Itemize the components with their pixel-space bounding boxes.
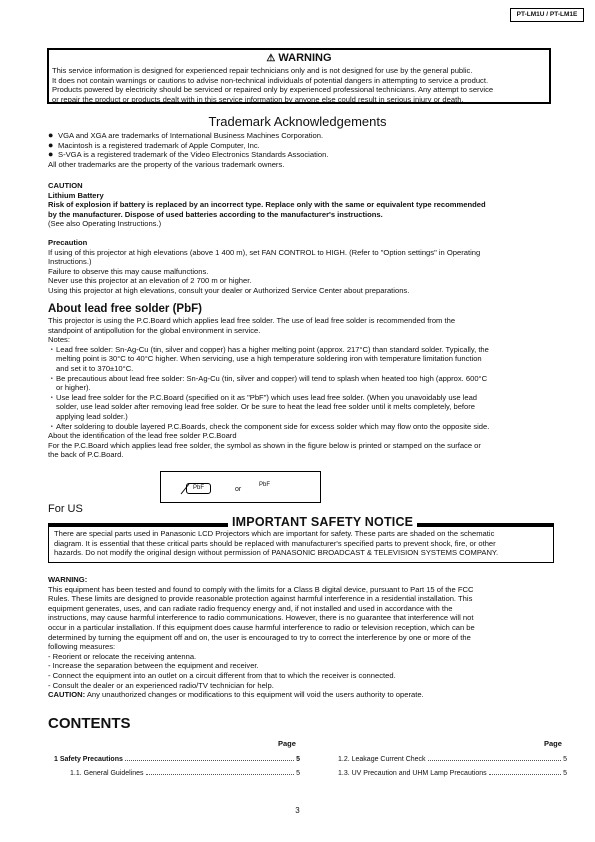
fcc-title: WARNING: [48,575,88,584]
warning-line: Products powered by electricity should be serviced or repaired only by experienced professional technicians. Any attempt to service [52,85,494,95]
safety-notice-line: diagram. It is essential that these critical parts should be replaced with manufacturer's specified parts to prevent shock, fire, or other [54,538,496,548]
identification-line: the back of P.C.Board. [48,450,124,460]
fcc-line: determined by turning the equipment off and on, the user is encouraged to try to correct the interference by one or more of the [48,632,471,642]
precaution-line: If using of this projector at high elevations (above 1 400 m), set FAN CONTROL to HIGH. (Refer to "Option settings" in Operating [48,247,481,257]
fcc-line: occur in a particular installation. If this equipment does cause harmful interference to radio or television reception, which can be [48,622,475,632]
precaution-title: Precaution [48,238,88,247]
fcc-line: - Reorient or relocate the receiving antenna. [48,651,197,661]
caution-title: CAUTION [48,181,83,190]
warning-heading [52,51,546,66]
warning-line: This service information is designed for experienced repair technicians only and is not designed for use by the general public. [52,66,473,75]
precaution-section [48,238,554,296]
caution-text: Risk of explosion if battery is replaced by an incorrect type. Replace only with the same or equivalent type recommended [48,200,486,210]
for-us-heading: For US [48,503,83,515]
safety-notice-line: hazards. Do not modify the original design without permission of PANASONIC BROADCAST & TELEVISION SYSTEMS COMPANY. [54,548,499,558]
warning-box [47,48,551,104]
pbf-or: or [235,486,242,493]
lead-free-title: About lead free solder (PbF) [48,303,202,315]
caution-section [48,181,554,229]
toc-entry[interactable]: 1 Safety Precautions 5 [54,756,300,763]
bullet-icon: ● [48,149,54,160]
fcc-section [48,575,554,700]
identification-line: For the P.C.Board which applies lead free solder, the symbol as shown in the figure below is printed or stamped on the surface or [48,440,481,450]
fcc-caution-label: CAUTION: [48,690,86,700]
precaution-line: Instructions.) [48,257,92,267]
model-label: PT-LM1U / PT-LM1E [510,8,584,22]
pbf-symbol-b: PbF [259,482,271,488]
caution-text: by the manufacturer. Dispose of used batteries according to the manufacturer's instructions. [48,209,383,219]
identification-line: About the identification of the lead free solder P.C.Board [48,431,237,441]
fcc-line: Rules. These limits are designed to provide reasonable protection against harmful interference in a residential installation. This [48,594,473,604]
safety-notice-line: There are special parts used in Panasonic LCD Projectors which are important for safety. These parts are shaded on the schematic [54,529,495,538]
precaution-line: Failure to observe this may cause malfunctions. [48,266,209,276]
trademark-section [48,131,554,169]
trademark-item: VGA and XGA are trademarks of International Business Machines Corporation. [58,131,324,140]
fcc-line: This equipment has been tested and found to comply with the limits for a Class B digital device, pursuant to Part 15 of the FCC [48,584,474,594]
fcc-line: instructions, may cause harmful interference to radio communications. However, there is no guarantee that interference will not [48,613,474,623]
caution-see: (See also Operating Instructions.) [48,219,162,229]
page-number: 3 [295,806,300,815]
page-column-label: Page [544,739,562,748]
fcc-line: following measures: [48,642,116,652]
fcc-line: equipment generates, uses, and can radiate radio frequency energy and, if not installed and used in accordance with the [48,603,453,613]
lead-free-intro: This projector is using the P.C.Board which applies lead free solder. The use of lead free solder is recommended from the [48,316,456,325]
note-item: ・ Be precautious about lead free solder: Sn-Ag-Cu (tin, silver and copper) will tend to splash when heated too high (approx. 600°C or higher). [48,373,488,393]
trademark-item: S-VGA is a registered trademark of the Video Electronics Standards Association. [58,150,329,160]
fcc-caution-text: Any unauthorized changes or modifications to this equipment will void the users authority to operate. [85,690,424,700]
trademark-footer: All other trademarks are the property of the various trademark owners. [48,159,285,169]
lead-free-section [48,302,554,460]
trademark-item: Macintosh is a registered trademark of Apple Computer, Inc. [58,140,260,150]
contents-title: CONTENTS [48,715,131,732]
safety-notice-title: IMPORTANT SAFETY NOTICE [228,515,417,529]
warning-triangle-icon: ⚠ [266,53,276,64]
fcc-line: - Connect the equipment into an outlet on a circuit different from that to which the receiver is connected. [48,670,396,680]
safety-notice-box [48,526,554,563]
fcc-line: - Consult the dealer or an experienced radio/TV technician for help. [48,680,274,690]
bullet-icon: ● [48,139,54,150]
lead-free-intro: standpoint of antipollution for the global environment in service. [48,325,261,335]
pbf-symbol-figure [160,471,321,503]
note-item: ・ After soldering to double layered P.C.Boards, check the component side for excess solder which may flow onto the opposite side. [48,421,490,431]
warning-line: or repair the product or products dealt with in this service information by anyone else could result in serious injury or death. [52,94,464,104]
toc-entry[interactable]: 1.1. General Guidelines 5 [70,770,300,777]
warning-line: It does not contain warnings or cautions to advise non-technical individuals of potential dangers in attempting to service a product. [52,75,489,85]
notes-label: Notes: [48,335,70,345]
warning-title: WARNING [278,52,332,64]
caution-subtitle: Lithium Battery [48,190,104,200]
toc-entry[interactable]: 1.2. Leakage Current Check 5 [338,756,567,763]
note-item: ・ Lead free solder: Sn-Ag-Cu (tin, silver and copper) has a higher melting point (approx. 217°C) than standard solder. Typically, the melting point is 30°C to 40°C higher. When servicing, use a high temperature soldering iron with temperature limitation function and set it to 370±10°C. [48,344,489,373]
pbf-symbol-a: PbF [186,483,211,494]
precaution-line: Using this projector at high elevations, consult your dealer or Authorized Service Center about preparations. [48,285,410,295]
toc-entry[interactable]: 1.3. UV Precaution and UHM Lamp Precautions 5 [338,770,567,777]
bullet-icon: ● [48,130,54,140]
trademark-title: Trademark Acknowledgements [208,114,387,129]
note-item: ・ Use lead free solder for the P.C.Board (specified on it as "PbF") which uses lead free solder. (When you unavoidably use lead solder, use lead solder after removing lead free solder. Or be sure to heat the lead free solder until it melts completely, before applying lead solder.) [48,392,478,421]
precaution-line: Never use this projector at an elevation of 2 700 m or higher. [48,276,252,286]
page-column-label: Page [278,739,296,748]
fcc-line: - Increase the separation between the equipment and receiver. [48,661,259,671]
